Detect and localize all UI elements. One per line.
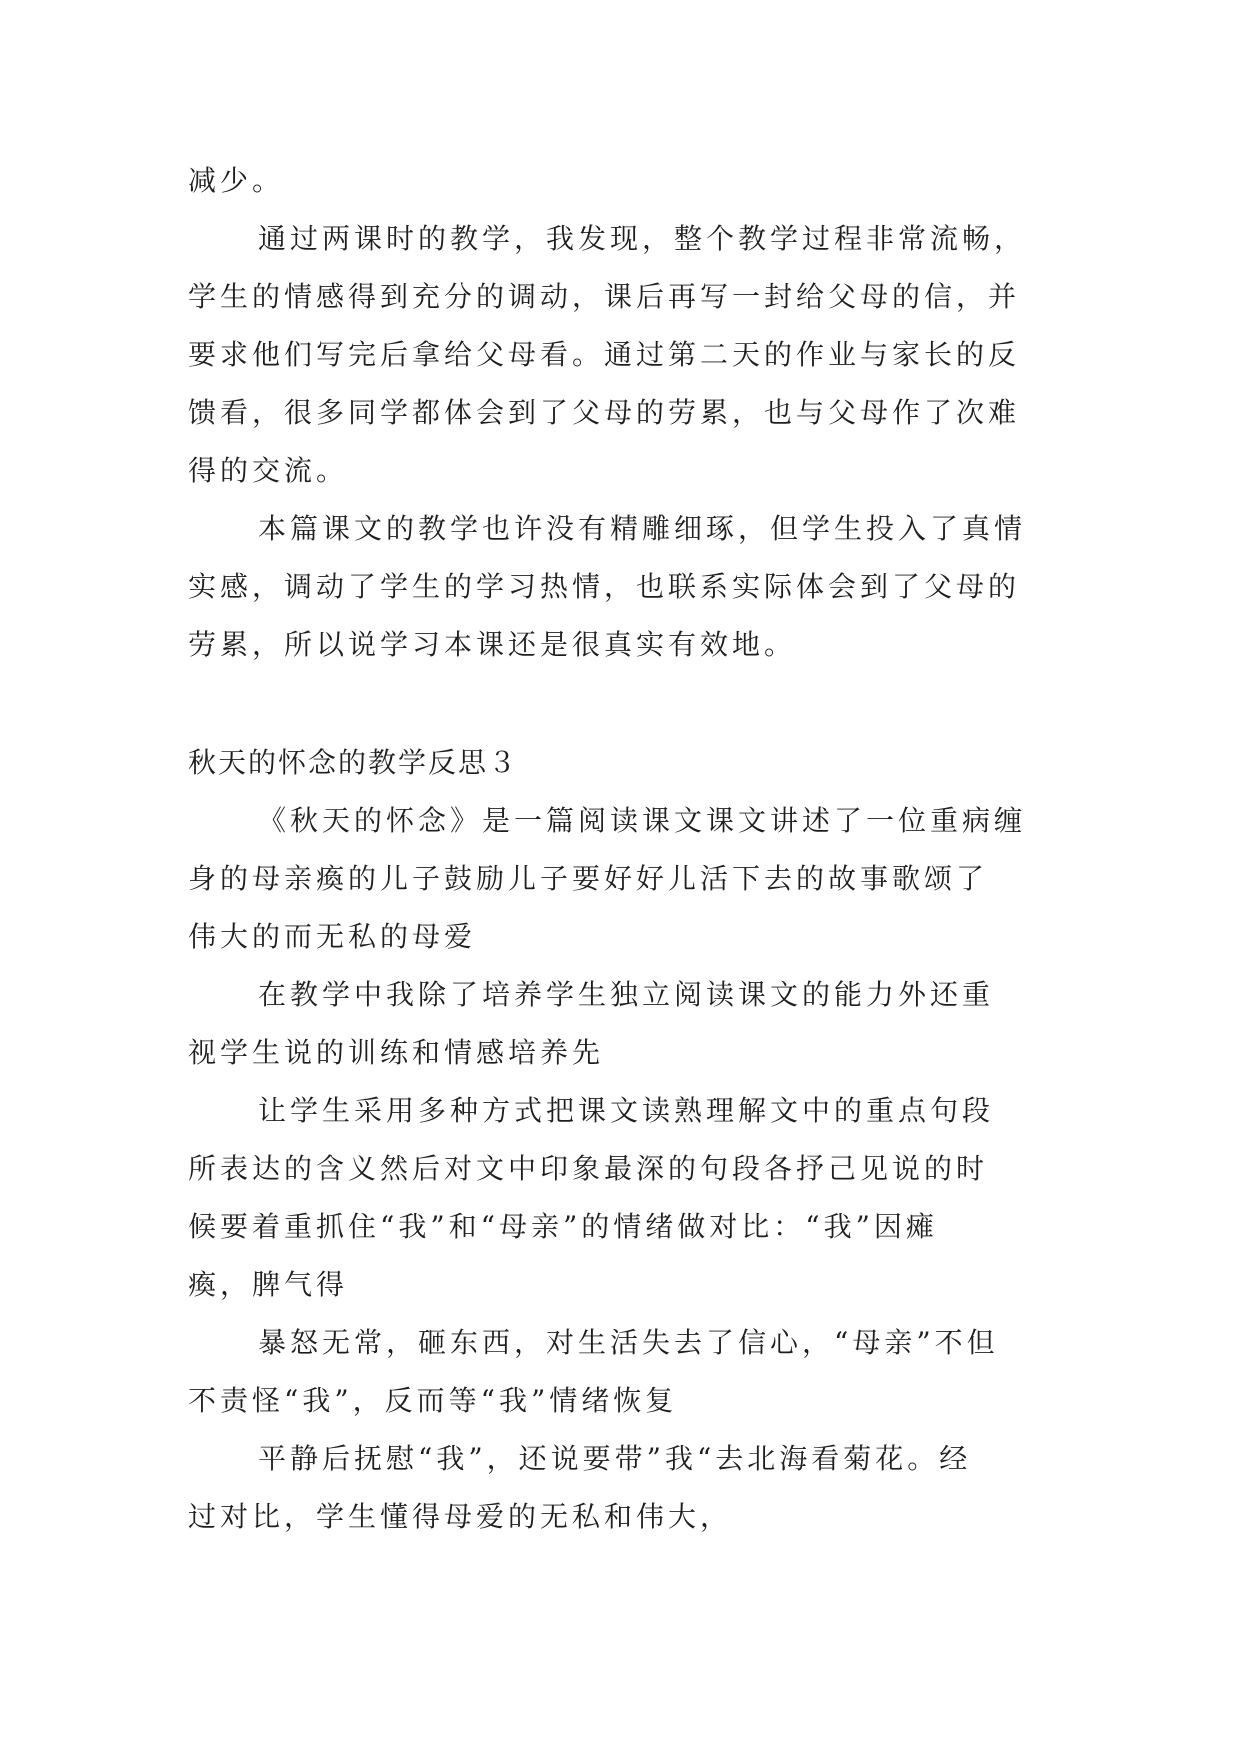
text-line: 《秋天的怀念》是一篇阅读课文课文讲述了一位重病缠 — [258, 804, 1027, 837]
text-line: 让学生采用多种方式把课文读熟理解文中的重点句段 — [258, 1094, 995, 1127]
section-heading: 秋天的怀念的教学反思３ — [188, 746, 519, 779]
text-line: 通过两课时的教学，我发现，整个教学过程非常流畅， — [258, 222, 1027, 255]
text-line: 劳累，所以说学习本课还是很真实有效地。 — [188, 628, 797, 661]
text-line: 平静后抚慰“我”，还说要带”我“去北海看菊花。经 — [258, 1442, 972, 1475]
text-line: 要求他们写完后拿给父母看。通过第二天的作业与家长的反 — [188, 338, 1021, 371]
text-line: 瘓，脾气得 — [188, 1268, 349, 1301]
text-line: 视学生说的训练和情感培养先 — [188, 1036, 605, 1069]
text-line: 暴怒无常，砸东西，对生活失去了信心，“母亲”不但 — [258, 1326, 999, 1359]
text-line: 过对比，学生懂得母爱的无私和伟大， — [188, 1500, 733, 1533]
text-line: 本篇课文的教学也许没有精雕细琢，但学生投入了真情 — [258, 512, 1027, 545]
text-line: 在教学中我除了培养学生独立阅读课文的能力外还重 — [258, 978, 995, 1011]
text-line: 馈看，很多同学都体会到了父母的劳累，也与父母作了次难 — [188, 396, 1021, 429]
text-line: 伟大的而无私的母爱 — [188, 920, 477, 953]
section-gap — [188, 674, 1068, 734]
text-line: 所表达的含义然后对文中印象最深的句段各抒己见说的时 — [188, 1152, 989, 1185]
text-line: 实感，调动了学生的学习热情，也联系实际体会到了父母的 — [188, 570, 1021, 603]
text-line: 不责怪“我”，反而等“我”情绪恢复 — [188, 1384, 678, 1417]
text-line: 身的母亲瘓的儿子鼓励儿子要好好儿活下去的故事歌颂了 — [188, 862, 989, 895]
document-page — [188, 152, 1068, 1546]
text-line: 候要着重抓住“我”和“母亲”的情绪做对比：“我”因瘫 — [188, 1210, 938, 1243]
text-line: 学生的情感得到充分的调动，课后再写一封给父母的信，并 — [188, 280, 1021, 313]
text-line: 得的交流。 — [188, 454, 349, 487]
text-line: 减少。 — [188, 164, 285, 197]
